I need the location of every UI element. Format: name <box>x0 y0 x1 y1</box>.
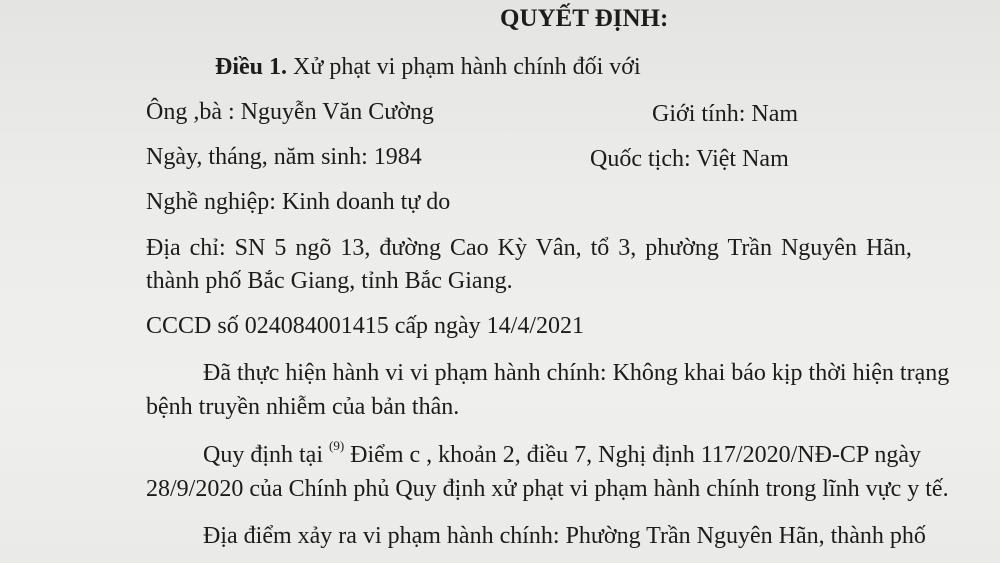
id-card-field: CCCD số 024084001415 cấp ngày 14/4/2021 <box>146 313 584 339</box>
violation-line-2: bệnh truyền nhiễm của bản thân. <box>146 394 460 420</box>
regulation-reference: Điểm c , khoản 2, điều 7, Nghị định 117/2020/NĐ-CP ngày <box>350 442 922 468</box>
occupation-field: Nghề nghiệp: Kinh doanh tự do <box>146 189 451 215</box>
gender-field: Giới tính: Nam <box>652 101 799 127</box>
location-line: Địa điểm xảy ra vi phạm hành chính: Phường Trần Nguyên Hãn, thành phố <box>203 523 926 549</box>
article-1-line <box>215 52 641 82</box>
article-text: Xử phạt vi phạm hành chính đối với <box>293 54 641 80</box>
regulation-line-1 <box>203 440 921 470</box>
document-title: QUYẾT ĐỊNH: <box>500 5 669 32</box>
footnote-marker: (9) <box>329 438 345 453</box>
regulation-line-2: 28/9/2020 của Chính phủ Quy định xử phạt vi phạm hành chính trong lĩnh vực y tế. <box>146 476 949 502</box>
nationality-field: Quốc tịch: Việt Nam <box>590 146 789 172</box>
regulation-prefix: Quy định tại <box>203 442 323 468</box>
name-field: Ông ,bà : Nguyễn Văn Cường <box>146 99 434 125</box>
address-line-2: thành phố Bắc Giang, tỉnh Bắc Giang. <box>146 268 513 294</box>
address-line-1: Địa chỉ: SN 5 ngõ 13, đường Cao Kỳ Vân, tổ 3, phường Trần Nguyên Hãn, <box>146 235 912 261</box>
violation-line-1: Đã thực hiện hành vi vi phạm hành chính: Không khai báo kịp thời hiện trạng <box>203 360 950 386</box>
article-label: Điều 1. <box>215 54 287 80</box>
birth-year-field: Ngày, tháng, năm sinh: 1984 <box>146 144 422 170</box>
